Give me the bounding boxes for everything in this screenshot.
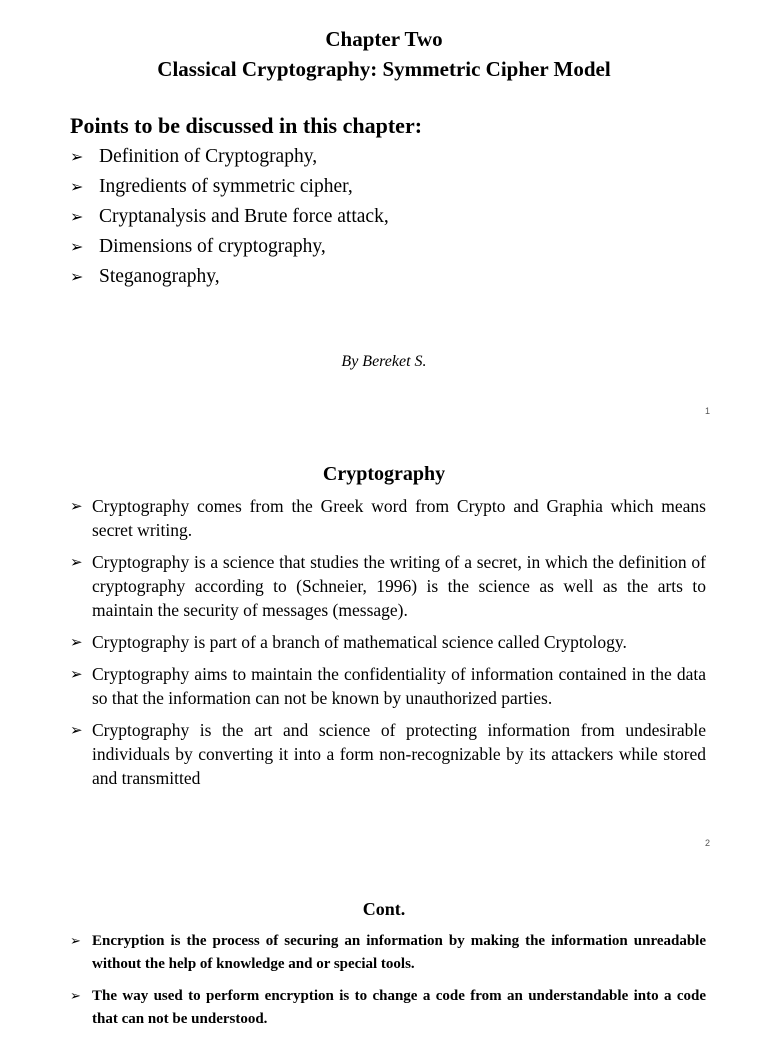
points-list [70, 142, 389, 292]
list-item-text: Encryption is the process of securing an information by making the information unreadable without the help of knowledge and or special tools. [92, 933, 706, 972]
section-heading: Cryptography [322, 463, 446, 485]
arrow-bullet-icon: ➢ [70, 267, 84, 286]
list-item-text: Ingredients of symmetric cipher, [99, 176, 353, 197]
list-item [70, 172, 389, 202]
author-credit: By Bereket S. [341, 353, 427, 370]
list-item-text: The way used to perform encryption is to change a code from an understandable into a code that can not be understood. [92, 988, 706, 1027]
list-item [70, 550, 706, 622]
arrow-bullet-icon: ➢ [70, 633, 83, 651]
list-item [70, 718, 706, 790]
list-item [70, 662, 706, 710]
arrow-bullet-icon: ➢ [70, 553, 83, 571]
arrow-bullet-icon: ➢ [70, 207, 84, 226]
arrow-bullet-icon: ➢ [70, 665, 83, 683]
list-item-text: Cryptography comes from the Greek word from Crypto and Graphia which means secret writing. [92, 496, 706, 540]
arrow-bullet-icon: ➢ [70, 237, 84, 256]
list-item [70, 142, 389, 172]
list-item-text: Cryptography is part of a branch of mathematical science called Cryptology. [92, 632, 627, 652]
arrow-bullet-icon: ➢ [70, 721, 83, 739]
section-heading: Cont. [362, 899, 406, 919]
list-item-text: Cryptography is a science that studies the writing of a secret, in which the definition of cryptography according to (Schneier, 1996) is the science as well as the arts to maintain the security of messages (message). [92, 552, 706, 620]
list-item-text: Dimensions of cryptography, [99, 236, 326, 257]
bullet-list [70, 494, 706, 798]
arrow-bullet-icon: ➢ [70, 934, 81, 949]
list-item-text: Definition of Cryptography, [99, 146, 318, 167]
list-item [70, 494, 706, 542]
page-number: 2 [704, 838, 710, 848]
chapter-subtitle: Classical Cryptography: Symmetric Cipher Model [157, 57, 611, 81]
slide-2 [0, 430, 768, 850]
list-item-text: Cryptanalysis and Brute force attack, [99, 206, 389, 227]
points-heading: Points to be discussed in this chapter: [70, 113, 423, 138]
arrow-bullet-icon: ➢ [70, 177, 84, 196]
arrow-bullet-icon: ➢ [70, 147, 84, 166]
arrow-bullet-icon: ➢ [70, 989, 81, 1004]
list-item [70, 930, 706, 976]
list-item [70, 232, 389, 262]
slide-3 [0, 850, 768, 1027]
arrow-bullet-icon: ➢ [70, 497, 83, 515]
list-item [70, 202, 389, 232]
list-item-text: Cryptography aims to maintain the confidentiality of information contained in the data so that the information can not be known by unauthorized parties. [92, 664, 706, 708]
slide-1 [0, 0, 768, 430]
page-number: 1 [704, 406, 710, 416]
list-item-text: Cryptography is the art and science of protecting information from undesirable individuals by converting it into a form non-recognizable by its attackers while stored and transmitted [92, 720, 706, 788]
chapter-title: Chapter Two [325, 27, 443, 51]
list-item-text: Steganography, [99, 266, 220, 287]
list-item [70, 262, 389, 292]
list-item [70, 985, 706, 1031]
list-item [70, 630, 706, 654]
